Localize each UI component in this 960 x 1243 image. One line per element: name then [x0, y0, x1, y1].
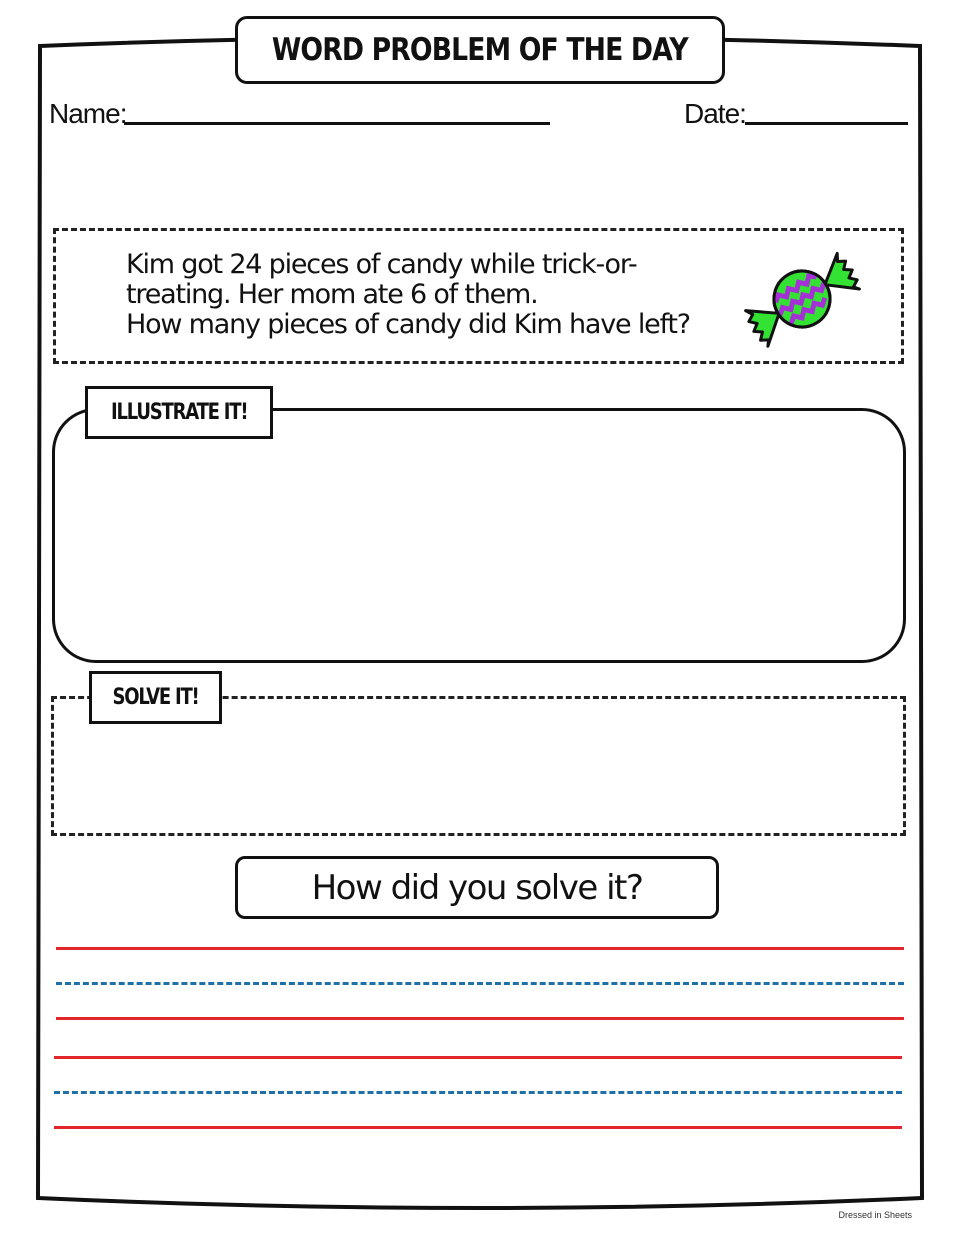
date-label: Date:: [684, 98, 746, 129]
writing-line-mid[interactable]: [54, 1091, 902, 1094]
credit-text: Dressed in Sheets: [838, 1210, 912, 1220]
worksheet-title: WORD PROBLEM OF THE DAY: [235, 16, 725, 84]
writing-line-top[interactable]: [56, 947, 904, 950]
writing-line-base[interactable]: [54, 1126, 902, 1129]
writing-line-top[interactable]: [54, 1056, 902, 1059]
explain-prompt: How did you solve it?: [235, 856, 719, 919]
solve-tab: SOLVE IT!: [89, 671, 222, 724]
problem-text: Kim got 24 pieces of candy while trick-or- treating. Her mom ate 6 of them. How many pieces of candy did Kim have left?: [126, 249, 690, 340]
name-field[interactable]: [124, 122, 550, 125]
name-label: Name:: [49, 98, 127, 129]
writing-line-mid[interactable]: [56, 982, 904, 985]
writing-line-base[interactable]: [56, 1017, 904, 1020]
candy-icon: [742, 246, 862, 352]
illustrate-tab: ILLUSTRATE IT!: [85, 386, 273, 439]
date-field[interactable]: [745, 122, 908, 125]
illustrate-area[interactable]: [52, 408, 906, 663]
